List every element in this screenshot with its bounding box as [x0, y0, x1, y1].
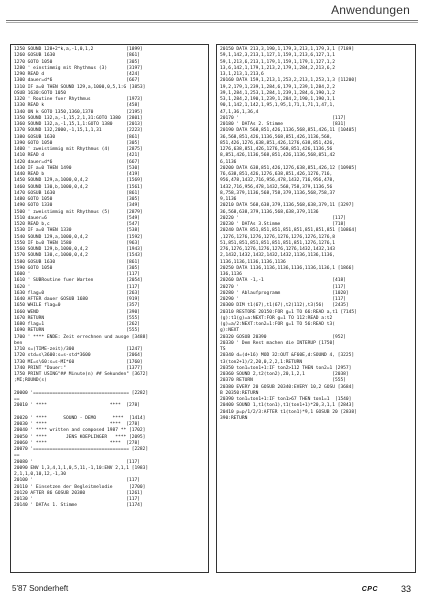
code-line: 19,2,179,1,239,1,284,6,179,1,239,1,284,2,2	[220, 84, 335, 90]
code-line: 1450 SOUND 129,a,1000,0,4,2 [1569]	[14, 178, 143, 184]
code-line: B 20350:RETURN	[220, 390, 259, 396]
code-line: 1640 AFTER dauer GOSUB 1680 [919]	[14, 297, 140, 302]
code-line: 1470 GOSUB 1630 [861]	[14, 190, 140, 196]
code-line: 1320 ' Routine fuer Rhythmus [1973]	[14, 97, 143, 102]
code-line: 1270 GOTO 1050 [305]	[14, 59, 140, 65]
code-line: 20280 ' Ablaufprogramm [1020]	[220, 290, 349, 296]
code-line: ==	[14, 453, 20, 459]
code-line: 20110 ' Einsetzen der Begleitmelodie [2700]	[14, 484, 146, 490]
code-line: 20300 DIM t1(67),t1(67),t2(112),t3(56) [2435]	[220, 303, 349, 309]
code-line: 39,1,284,1,253,1,284,1,239,1,284,6,190,1,2	[220, 90, 335, 96]
code-line: OSUB 1630:GOTO 1050	[14, 90, 67, 96]
code-line: 1650 WHILE flag=0 [357]	[14, 303, 140, 309]
code-line: 1560 SOUND 129,b,1000,0,4,2 [1943]	[14, 247, 143, 252]
code-line: 20020 ' **** SOUND - DEMO **** [1414]	[14, 415, 146, 421]
header-rule-secondary	[6, 22, 418, 23]
code-line: 59,1,142,3,213,1,127,1,159,1,213,6,127,1,1	[220, 53, 335, 59]
code-line: 20050 ' **** JENS KOEPLINGER **** [2095]	[14, 434, 146, 440]
code-line: 20340 d=(d+16) MOD 32:OUT &F60E,d:SOUND 4, [3225]	[220, 353, 355, 359]
code-line: 1500 ' zweistimmig mit Rhythmus (5) [2879]	[14, 209, 143, 215]
code-line: 1530 IF a=0 THEN 1330 [538]	[14, 228, 140, 234]
code-line: 1330 READ k [458]	[14, 103, 140, 109]
listing-column-left	[10, 44, 209, 573]
code-line: 20000 '=================================== [2282]	[14, 390, 149, 396]
code-line: g):NEXT	[220, 328, 240, 334]
code-line: 1660 WEND [390]	[14, 309, 140, 315]
code-line: 20250 DATA 1136,1136,1136,1136,1136,1136,1 [1866]	[220, 265, 355, 271]
code-line: 36,568,851,426,1136,568,851,426,1136,568,	[220, 134, 333, 140]
listing-column-right	[216, 44, 416, 573]
basic-listing-left	[11, 45, 208, 510]
code-line: 13,6,142,1,179,1,213,2,179,1,284,2,213,6,2	[220, 65, 335, 71]
code-line: 1400 ' zweistimmig mit Rhythmus (4) [2875]	[14, 147, 143, 152]
code-line: 1600 ' [117]	[14, 272, 140, 277]
code-line: 1590 GOTO 1050 [305]	[14, 265, 140, 271]
code-line: 51,851,851,851,851,851,851,851,1276,1276,1	[220, 240, 335, 246]
code-line: 20170 ' [117]	[220, 115, 346, 121]
code-line: 1430 IF a=0 THEN 1490 [530]	[14, 165, 140, 171]
code-line: 59,1,213,6,213,1,179,1,159,1,179,1,127,1,2	[220, 59, 335, 65]
code-line: 20090 ENV 1,3,4,1,1,0,5,11,-1,10:ENV 2,1,1 [1983]	[14, 465, 149, 471]
code-line: 1420 dauer=d*6 [667]	[14, 159, 140, 165]
code-line: 20080 ' [117]	[14, 459, 140, 465]
code-line: 1250 SOUND 128+2^k,a,-1,0,1,2 [1899]	[14, 47, 143, 52]
code-line: 20230 ' DATAs 3.Stimme [718]	[220, 222, 346, 227]
page-header-title: Anwendungen	[331, 3, 410, 17]
code-line: 1380 GOSUB 1630 [861]	[14, 134, 140, 140]
code-line: 9,1136	[220, 197, 237, 202]
footer-page-number: 33	[400, 584, 411, 594]
code-line: 20310 RESTORE 20150:FOR g=1 TO 66:READ a,t1 [7145]	[220, 309, 357, 315]
header-rule	[6, 20, 418, 21]
code-line: ;MI;ROUND(s)	[14, 378, 47, 384]
code-line: ==	[14, 397, 20, 402]
code-line: 1740 PRINT "Dauer:" [1377]	[14, 365, 143, 371]
code-line: 20240 DATA 851,851,851,851,851,851,851,851 [10864]	[220, 228, 357, 234]
code-line: 20180 ' DATAs 2. Stimme [831]	[220, 122, 346, 127]
code-line: 1440 READ b [419]	[14, 172, 140, 177]
code-line: (g)=a/2:NEXT:ton2=1:FOR g=1 TO 56:READ t3(	[220, 322, 335, 327]
code-line: 1720 std=s\3600:s=s-std*3600 [2064]	[14, 353, 143, 359]
code-line: 1540 SOUND 129,a,1000,0,4,2 [1592]	[14, 234, 143, 240]
code-line: 20190 DATA 568,851,426,1136,568,851,426,11 [10405]	[220, 128, 357, 134]
code-line: 20390 ton1=ton1+1:IF ton1>67 THEN ton1=1 [1540]	[220, 397, 352, 402]
code-line: t3(ton2+1)/2,20,0,2,2,1:RETURN	[220, 359, 303, 365]
code-line: TS	[220, 347, 226, 352]
code-line: 53,1,284,2,190,1,239,1,284,2,190,1,190,1,1	[220, 97, 335, 102]
code-line: 20030 ' **** **** [278]	[14, 422, 140, 427]
code-line: 20360 SOUND 2,t2(ton2),20,1,2,1 [2038]	[220, 372, 349, 377]
code-line: 1370 SOUND 132,2000,-1,15,1,1,31 [2223]	[14, 128, 143, 134]
code-line: 1490 GOTO 1330 [349]	[14, 203, 140, 209]
code-line: 2,1,1,0,10,12,-1,30	[14, 472, 67, 477]
code-line: 20350 ton1=ton1+1:IF ton2>112 THEN ton2=1 [2957]	[220, 365, 352, 371]
code-line: ,1276,1276,1276,1276,1276,1276,1276,1276,8	[220, 234, 335, 240]
code-line: 20060 ' **** **** [278]	[14, 440, 140, 446]
code-line: 6,1136	[220, 159, 237, 165]
code-line: 1310 IF a=0 THEN SOUND 129,a,1000,0,5,1:G [3853]	[14, 84, 146, 90]
code-line: 20210 DATA 568,638,379,1136,568,638,379,11 [3297]	[220, 203, 355, 209]
code-line: 1340 ON k GOTO 1350,1360,1370 [2195]	[14, 109, 143, 115]
code-line: 20130 ' [117]	[14, 497, 140, 502]
code-line: 390:RETURN	[220, 415, 248, 421]
code-line: 1670 RETURN [555]	[14, 315, 140, 321]
code-line: 1300 dauer=d*6 [667]	[14, 78, 140, 84]
code-line: 20330 ' Dem Rest machen die INTERUP [1750]	[220, 340, 335, 346]
code-line: 20010 ' **** **** [278]	[14, 403, 140, 409]
code-line: 1610 ' SUBRoutine fuer Warten [2054]	[14, 278, 143, 284]
code-line: 20290 ' [117]	[220, 297, 346, 302]
code-line: 8,851,426,1136,568,851,426,1136,568,851,42	[220, 153, 335, 159]
code-line: 20220 ' [117]	[220, 215, 346, 221]
basic-listing-right	[217, 45, 415, 422]
code-line: 20070 '=================================== [2282]	[14, 447, 149, 452]
code-line: 20100 ' [117]	[14, 478, 140, 484]
code-line: 20270 ' [117]	[220, 284, 346, 290]
code-line: 1136,1136,1136,1136,1136	[220, 259, 286, 265]
code-line: 276,1276,1276,1276,1276,1276,1432,1432,143	[220, 247, 335, 252]
code-line: 1750 PRINT USING"## Minute(n) ## Sekunden" [3672]	[14, 372, 149, 377]
footer-brand-logo: CPC	[361, 586, 378, 593]
code-line: 20200 DATA 638,851,426,1276,638,851,426,12 [10905]	[220, 165, 357, 171]
code-line: 20400 SOUND 1,t1(ton1),t1(ton1+1)*20,3,1,1 [2843]	[220, 403, 355, 409]
code-line: 20370 RETURN [555]	[220, 378, 346, 384]
footer-issue: 5'87 Sonderheft	[12, 584, 69, 593]
code-line: 20040 ' **** written and composed 1987 ** [1702]	[14, 428, 146, 434]
code-line: 1630 flag=0 [263]	[14, 290, 140, 296]
code-line: 1460 SOUND 130,b,1000,0,4,2 [1561]	[14, 184, 143, 190]
code-line: 1730 MI=s\60:s=s-MI*60 [1760]	[14, 359, 143, 365]
code-line: 1620 ' [117]	[14, 284, 140, 290]
code-line: (g):t1(g)=a:NEXT:FOR g=1 TO 112:READ a:t2	[220, 315, 333, 321]
code-line: 1410 READ d [421]	[14, 153, 140, 159]
code-line: 1520 READ b,c [547]	[14, 222, 140, 227]
code-line: 8,758,379,1136,568,758,379,1136,568,758,37	[220, 190, 335, 196]
code-line: 1350 SOUND 132,a,-1,15,2,1,31:GOTO 1380 [2801]	[14, 115, 143, 121]
code-line: 20410 p=p/1/2/3:AFTER t1(ton1)*9,1 GOSUB 20 [2838]	[220, 409, 357, 415]
code-line: 1360 SOUND 132,a,-1,15,1,1:GOTO 1380 [2013]	[14, 122, 143, 127]
code-line: 1432,716,956,478,1432,568,758,379,1136,56	[220, 184, 333, 190]
code-line: 20120 AFTER 86 GOSUB 20380 [1261]	[14, 490, 143, 496]
code-line: 1580 GOSUB 1630 [861]	[14, 259, 140, 265]
code-line: 851,426,1276,638,851,426,1276,638,851,426,	[220, 140, 335, 146]
code-line: 20380 EVERY 20 GOSUB 20340:EVERY 10,2 GOSU [3684]	[220, 384, 355, 390]
code-line: 2,1432,1432,1432,1432,1432,1136,1136,1136,	[220, 253, 335, 259]
code-line: 36,568,638,379,1136,568,638,379,1136	[220, 209, 319, 215]
code-line: 20320 GOSUB 20390 [952]	[220, 334, 346, 340]
code-line: 20160 DATA 159,1,213,1,253,2,213,1,253,1,3 [11200]	[220, 78, 357, 84]
code-line: 20150 DATA 213,3,190,1,179,3,213,1,179,3,1 [7189]	[220, 47, 355, 52]
code-line: 1700 ' **** ENDE: Zeit errechnen und ausge [3488]	[14, 334, 149, 340]
code-line: 956,478,1432,716,956,478,1432,716,956,478,	[220, 178, 335, 184]
code-line: 20140 ' DATAs 1. Stimme [1174]	[14, 503, 143, 509]
code-line: 1390 GOTO 1050 [305]	[14, 140, 140, 146]
code-line: 1550 IF b=0 THEN 1580 [963]	[14, 240, 140, 246]
code-line: 90,1,142,1,142,1,95,1,95,1,71,1,71,1,47,1,	[220, 103, 335, 109]
code-line: 1510 dauer=6 [549]	[14, 215, 140, 221]
code-line: 13,1,213,1,213,6	[220, 72, 264, 77]
code-line: 1276,638,851,426,1276,568,851,426,1136,56	[220, 147, 333, 152]
code-line: 1680 flag=1 [262]	[14, 322, 140, 327]
code-line: 47,1,36,1,36,4	[220, 109, 259, 115]
code-line: 76,638,851,426,1276,638,851,426,1276,716,	[220, 172, 333, 177]
code-line: 1280 ' einstimmig mit Rhythmus (3) [3197]	[14, 65, 143, 71]
code-line: 1710 s=(TIME-zeit)/300 [1247]	[14, 347, 143, 352]
code-line: 1480 GOTO 1050 [305]	[14, 197, 140, 202]
code-line: 136,1136	[220, 272, 242, 277]
code-line: 20260 DATA -1,-1 [418]	[220, 278, 346, 284]
code-line: 1570 SOUND 130,c,1000,0,4,2 [1543]	[14, 253, 143, 259]
code-line: 1290 READ d [424]	[14, 72, 140, 77]
code-line: ben	[14, 340, 23, 346]
code-line: 1260 GOSUB 1630 [861]	[14, 53, 140, 59]
code-line: 1690 RETURN [555]	[14, 328, 140, 334]
